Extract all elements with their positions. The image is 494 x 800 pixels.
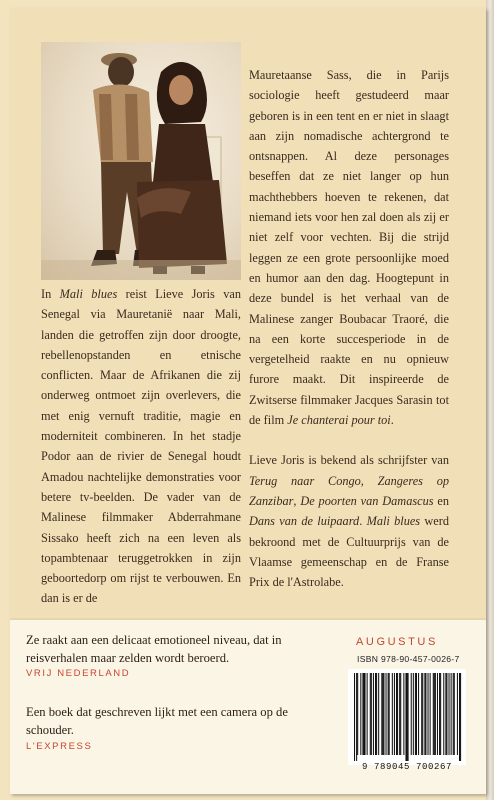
- italic-title: Terug naar Congo: [249, 473, 361, 488]
- barcode-bar: [397, 673, 398, 755]
- barcode-bar: [388, 673, 389, 755]
- barcode-bar: [411, 673, 412, 755]
- barcode-bar: [422, 673, 423, 755]
- barcode-bar: [460, 673, 461, 761]
- italic-title: Dans van de luipaard: [249, 514, 360, 529]
- blurb-left-column: [41, 284, 241, 629]
- barcode-bar: [362, 673, 363, 755]
- barcode-bar: [425, 673, 426, 755]
- barcode-bar: [445, 673, 446, 755]
- barcode-bar: [415, 673, 416, 755]
- barcode-bar: [421, 673, 422, 755]
- barcode-bar: [373, 673, 374, 755]
- barcode-bar: [371, 673, 372, 755]
- italic-title: Mali blues: [59, 287, 118, 301]
- barcode-bar: [408, 673, 409, 761]
- blurb-paragraph: [249, 65, 449, 430]
- barcode-bar: [354, 673, 355, 761]
- barcode-bar: [367, 673, 368, 755]
- barcode-bar: [396, 673, 397, 755]
- text-run: ,: [360, 473, 378, 488]
- barcode-bar: [418, 673, 419, 755]
- barcode-bar: [392, 673, 393, 755]
- barcode-bar: [356, 673, 357, 761]
- barcode-bar: [407, 673, 408, 761]
- barcode-bar: [434, 673, 435, 755]
- barcode-bar: [386, 673, 387, 755]
- barcode-bar: [424, 673, 425, 755]
- barcode-bar: [437, 673, 438, 755]
- review-source: L'EXPRESS: [26, 741, 93, 752]
- text-run: In: [41, 287, 60, 301]
- barcode-bar: [394, 673, 395, 755]
- publisher-name: AUGUSTUS: [356, 636, 438, 648]
- text-run: .: [359, 514, 367, 529]
- text-run: reist Lieve Joris van Senegal via Mauretanië naar Mali, landen die getroffen zijn door droogte, rebellenopstanden en etnische conflicten. Maar de Afrikanen die zij onderweg ontmoet zijn overlevers, die met enig vernuft traditie, magie en moderniteit combineren. In het stadje Podor aan de rivier de Senegal houdt Amadou nachtelijke demonstraties voor betere tv-beelden. De vader van de Malinese filmmaker Abderrahmane Sissako heeft zich na een leven als topambtenaar teruggetrokken in zijn geboortedorp om rijst te verbouwen. En dan is er de: [41, 287, 241, 606]
- barcode-bar: [360, 673, 361, 755]
- barcode-bar: [363, 673, 364, 755]
- barcode-bar: [403, 673, 404, 755]
- barcode-bar: [440, 673, 441, 755]
- isbn: ISBN 978-90-457-0026-7: [357, 654, 460, 664]
- barcode-bar: [446, 673, 447, 755]
- text-run: ,: [293, 493, 301, 508]
- text-run: werd bekroond met de Cultuurprijs van de Vlaamse gemeenschap en de Franse Prix de l'Astrolabe.: [249, 514, 450, 590]
- barcode-bar: [430, 673, 431, 755]
- barcode-number: 9 789045 700267: [361, 762, 452, 772]
- barcode-bar: [413, 673, 414, 755]
- italic-title: Mali blues: [366, 514, 421, 529]
- barcode-bar: [451, 673, 452, 755]
- text-run: Mauretaanse Sass, die in Parijs sociologie heeft gestudeerd maar geboren is in een tent en er niet in slaagt aan zijn nomadische achtergrond te ontsnappen. Al deze personages beseffen dat ze niet langer op hun machthebbers hoeven te rekenen, dat niemand iets voor hen zal doen als zij er niet zelf voor vechten. Bij die strijd leggen ze een grote persoonlijke moed en humor aan den dag. Hoogtepunt in deze bundel is het verhaal van de Malinese zanger Boubacar Traoré, die na een korte succesperiode in de vergetelheid raakte en nu opnieuw furore maakt. Dit inspireerde de Zwitserse filmmaker Jacques Sarasin tot de film: [249, 68, 449, 428]
- text-run: .: [390, 413, 394, 428]
- barcode-bar: [433, 673, 434, 755]
- barcode-bar: [416, 673, 417, 755]
- text-run: Lieve Joris is bekend als schrijfster van: [249, 453, 449, 468]
- barcode-bar: [439, 673, 440, 755]
- barcode-bar: [365, 673, 366, 755]
- barcode-bar: [435, 673, 436, 755]
- barcode-bar: [454, 673, 455, 755]
- italic-title: Zangeres op Zanzibar: [249, 473, 449, 508]
- barcode-bar: [357, 673, 358, 755]
- barcode-bar: [370, 673, 371, 755]
- barcode-bar: [428, 673, 429, 755]
- barcode-bar: [457, 673, 458, 755]
- barcode-bar: [382, 673, 383, 755]
- barcode-bar: [399, 673, 400, 755]
- barcode-bar: [383, 673, 384, 755]
- barcode-bar: [405, 673, 406, 761]
- barcode-bar: [376, 673, 377, 755]
- author-photo: [41, 42, 241, 280]
- author-bio-paragraph: [249, 450, 449, 592]
- barcode-bar: [443, 673, 444, 755]
- review-source: VRIJ NEDERLAND: [26, 668, 131, 679]
- barcode-bar: [449, 673, 450, 755]
- barcode-bar: [459, 673, 460, 761]
- book-page-edge: [486, 0, 494, 800]
- text-run: en: [433, 493, 449, 508]
- barcode-bar: [378, 673, 379, 755]
- blurb-paragraph: [41, 284, 241, 609]
- barcode-bar: [453, 673, 454, 755]
- review-quote: Ze raakt aan een delicaat emotioneel niveau, dat in reisverhalen maar zelden wordt beroerd.: [26, 633, 282, 665]
- blurb-right-column: [249, 65, 449, 612]
- italic-title: De poorten van Damascus: [300, 493, 434, 508]
- barcode-bar: [400, 673, 401, 755]
- review-quote: Een boek dat geschreven lijkt met een camera op de schouder.: [26, 705, 288, 737]
- barcode-bar: [381, 673, 382, 755]
- barcode-bar: [375, 673, 376, 755]
- barcode-bar: [389, 673, 390, 755]
- barcode-icon: [348, 669, 466, 765]
- italic-title: Je chanterai pour toi: [287, 413, 391, 428]
